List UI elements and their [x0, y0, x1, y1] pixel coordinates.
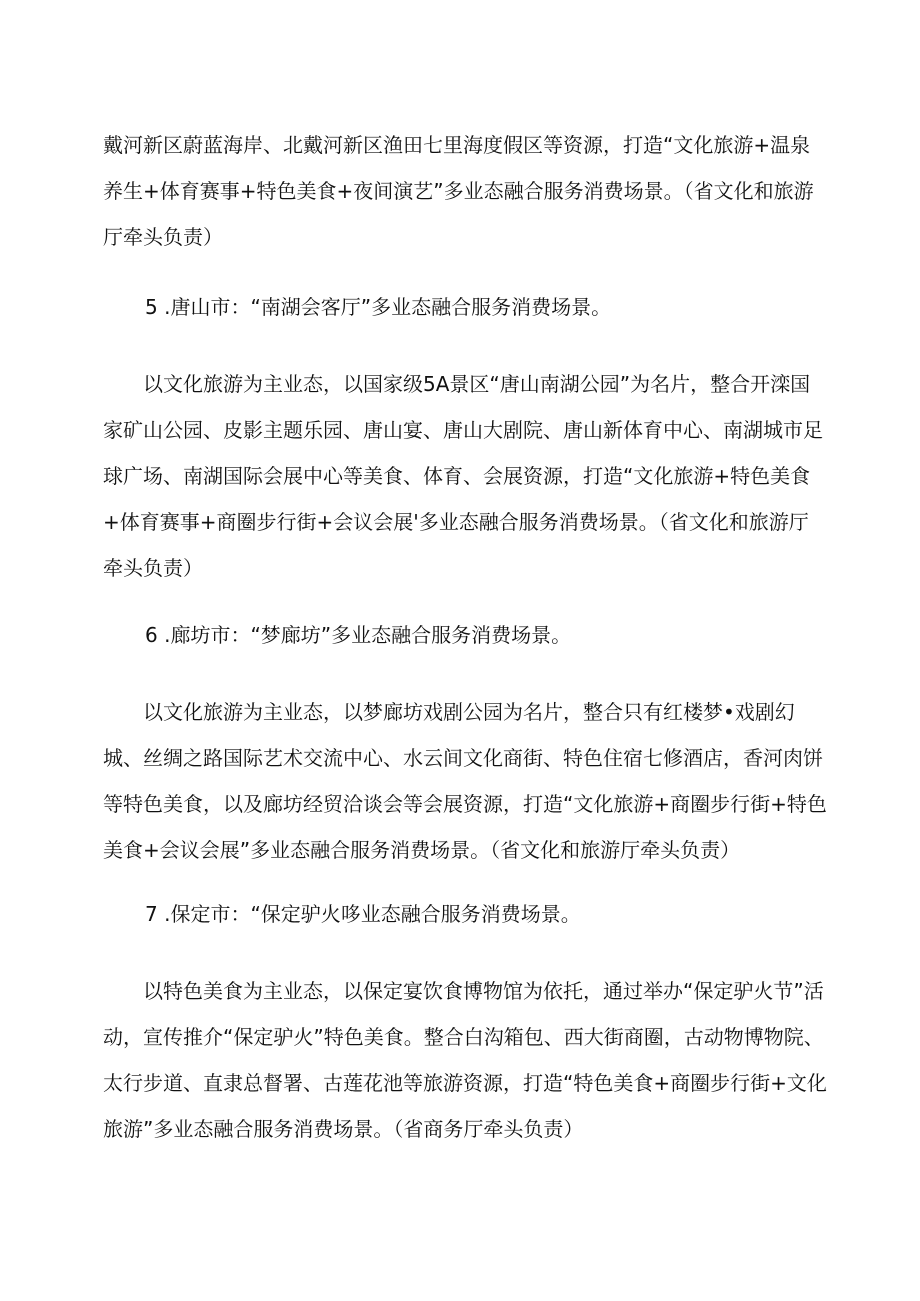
- section-body-langfang: [103, 689, 827, 873]
- section-heading-baoding: 7 .保定市：“保定驴火哆业态融合服务消费场景。: [145, 902, 581, 926]
- paragraph-text: 戴河新区蔚蓝海岸、北戴河新区渔田七里海度假区等资源，打造“文化旅游+温泉养生+体育赛事+特色美食+夜间演艺”多业态融合服务消费场景。（省文化和旅游厅牵头负责）: [103, 133, 814, 249]
- paragraph-text: 以文化旅游为主业态，以国家级5A景区“唐山南湖公园”为名片，整合开滦国家矿山公园、皮影主题乐园、唐山宴、唐山大剧院、唐山新体育中心、南湖城市足球广场、南湖国际会展中心等美食、体育、会展资源，打造“文化旅游+特色美食+体育赛事+商圈步行街+会议会展'多业态融合服务消费场景。（省文化和旅游厅牵头负责）: [103, 372, 823, 580]
- paragraph-text: 以特色美食为主业态，以保定宴饮食博物馆为依托，通过举办“保定驴火节”活动，宣传推介“保定驴火”特色美食。整合白沟箱包、西大街商圈，古动物博物院、太行步道、直隶总督署、古莲花池等旅游资源，打造“特色美食+商圈步行街+文化旅游”多业态融合服务消费场景。（省商务厅牵头负责）: [103, 979, 827, 1141]
- section-body-tangshan: [103, 361, 827, 591]
- section-heading-langfang: 6 .廊坊市：“梦廊坊”多业态融合服务消费场景。: [145, 623, 572, 647]
- section-heading-tangshan: 5 .唐山市：“南湖会客厅”多业态融合服务消费场景。: [145, 295, 612, 319]
- intro-paragraph: [103, 122, 827, 260]
- section-body-baoding: [103, 968, 827, 1152]
- paragraph-text: 以文化旅游为主业态，以梦廊坊戏剧公园为名片，整合只有红楼梦•戏剧幻城、丝绸之路国际艺术交流中心、水云间文化商街、特色住宿七修酒店，香河肉饼等特色美食，以及廊坊经贸洽谈会等会展资源，打造“文化旅游+商圈步行街+特色美食+会议会展”多业态融合服务消费场景。（省文化和旅游厅牵头负责）: [103, 700, 827, 862]
